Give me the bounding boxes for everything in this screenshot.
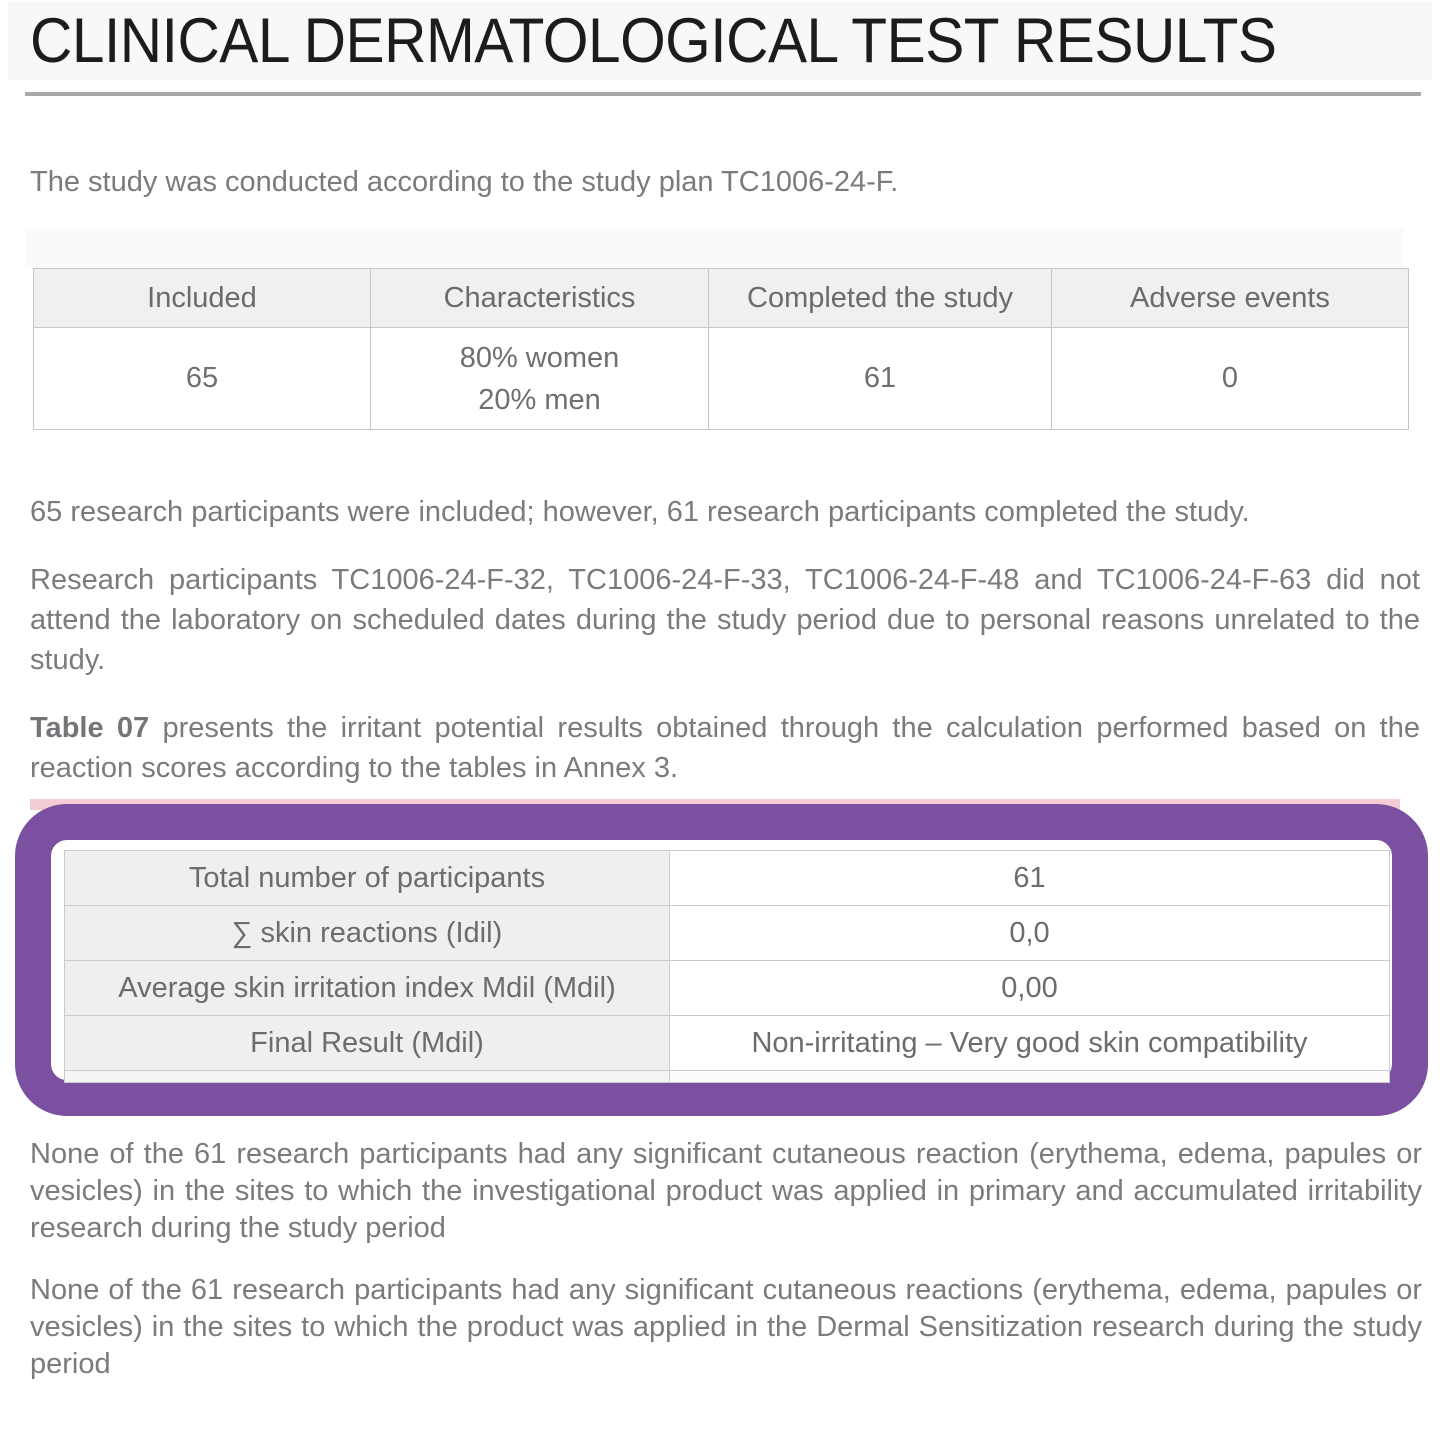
- column-header-adverse-events: Adverse events: [1052, 269, 1409, 328]
- absentees-paragraph: Research participants TC1006-24-F-32, TC1006-24-F-33, TC1006-24-F-48 and TC1006-24-F-63 did not attend the laboratory on scheduled dates during the study period due to personal reasons unrelated to the study.: [30, 564, 1420, 676]
- column-header-completed-the-study: Completed the study: [709, 269, 1052, 328]
- result-label-skin-reactions: ∑ skin reactions (Idil): [65, 906, 670, 961]
- result-value-skin-reactions: 0,0: [670, 906, 1390, 961]
- purple-highlight-border: [15, 804, 1428, 1116]
- title-band: [8, 2, 1432, 80]
- table-row-average-irritation-index: [65, 961, 1390, 1016]
- summary-table-data-row: [34, 328, 1409, 430]
- title-divider-rule: [25, 92, 1421, 96]
- cell-adverse-count: 0: [1052, 328, 1409, 430]
- table-row-total-participants: [65, 851, 1390, 906]
- footer-strip-left: [65, 1071, 670, 1083]
- intro-paragraph: The study was conducted according to the study plan TC1006-24-F.: [30, 166, 899, 198]
- page-title: CLINICAL DERMATOLOGICAL TEST RESULTS: [30, 6, 1277, 76]
- summary-table-caption-strip: [25, 228, 1403, 268]
- table-row-skin-reactions: [65, 906, 1390, 961]
- results-table-footer-strip: [65, 1071, 1390, 1083]
- result-value-total-participants: 61: [670, 851, 1390, 906]
- cell-completed-count: 61: [709, 328, 1052, 430]
- table07-label: Table 07: [30, 712, 150, 744]
- results-table: [64, 850, 1390, 1083]
- table07-paragraph-text: presents the irritant potential results obtained through the calculation performed based on the reaction scores according to the tables in Annex 3.: [30, 712, 1420, 784]
- table-row-final-result: [65, 1016, 1390, 1071]
- result-label-average-irritation-index: Average skin irritation index Mdil (Mdil): [65, 961, 670, 1016]
- characteristics-men: 20% men: [478, 383, 601, 416]
- table07-paragraph: [30, 708, 1420, 788]
- column-header-characteristics: Characteristics: [371, 269, 709, 328]
- result-value-final-result: Non-irritating – Very good skin compatibility: [670, 1016, 1390, 1071]
- cell-characteristics: [371, 328, 709, 430]
- summary-table: [33, 268, 1409, 430]
- footer-strip-right: [670, 1071, 1390, 1083]
- result-label-total-participants: Total number of participants: [65, 851, 670, 906]
- participants-paragraph: 65 research participants were included; however, 61 research participants completed the study.: [30, 496, 1250, 528]
- result-value-average-irritation-index: 0,00: [670, 961, 1390, 1016]
- column-header-included: Included: [34, 269, 371, 328]
- dermal-sensitization-paragraph: None of the 61 research participants had any significant cutaneous reactions (erythema, edema, papules or vesicles) in the sites to which the product was applied in the Dermal Sensitization research during the study period: [30, 1274, 1422, 1380]
- result-label-final-result: Final Result (Mdil): [65, 1016, 670, 1071]
- primary-irritability-paragraph: None of the 61 research participants had any significant cutaneous reaction (erythema, edema, papules or vesicles) in the sites to which the investigational product was applied in primary and accumulated irritability research during the study period: [30, 1138, 1422, 1244]
- summary-table-header-row: [34, 269, 1409, 328]
- cell-included-count: 65: [34, 328, 371, 430]
- characteristics-women: 80% women: [459, 341, 620, 374]
